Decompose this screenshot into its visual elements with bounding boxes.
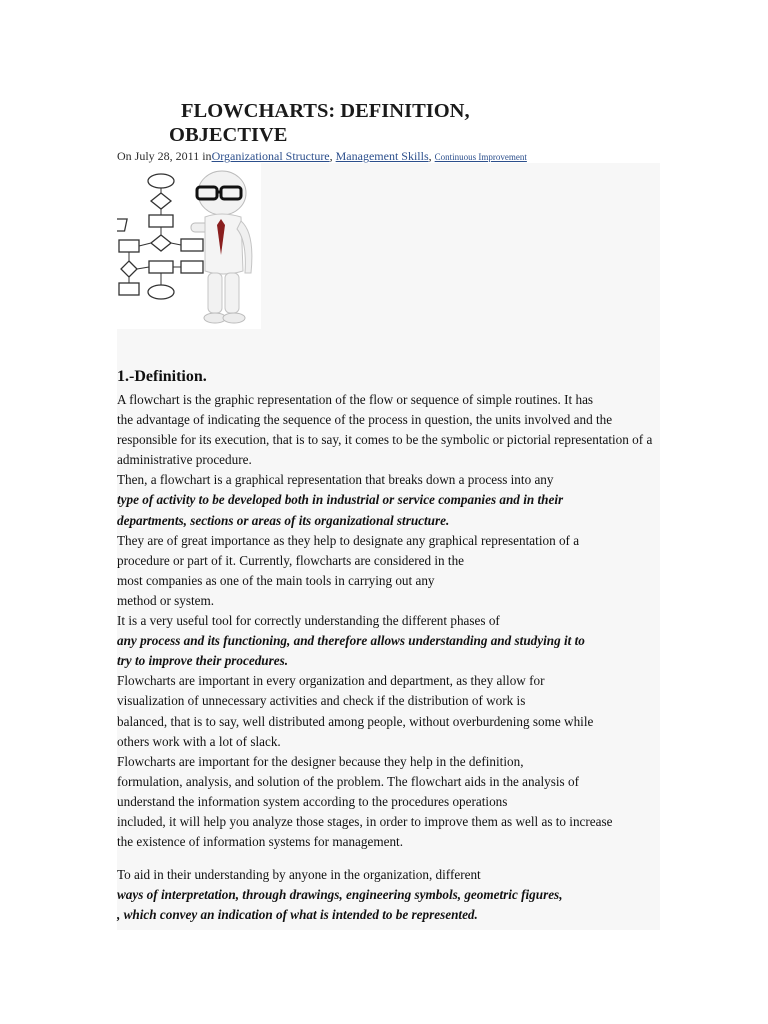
category-link-management-skills[interactable]: Management Skills (335, 149, 429, 163)
post-meta (117, 149, 527, 164)
category-link-organizational-structure[interactable]: Organizational Structure (211, 149, 330, 163)
text-line: Flowcharts are important in every organization and department, as they allow for (117, 673, 545, 689)
emphasized-text-line: ways of interpretation, through drawings, engineering symbols, geometric figures, (117, 887, 563, 903)
text-line: others work with a lot of slack. (117, 733, 281, 749)
paragraph-gap (117, 852, 697, 865)
text-line: To aid in their understanding by anyone in the organization, different (117, 867, 481, 883)
emphasized-text-line: try to improve their procedures. (117, 653, 289, 669)
text-line: procedure or part of it. Currently, flowcharts are considered in the (117, 552, 465, 568)
text-line: Then, a flowchart is a graphical representation that breaks down a process into any (117, 472, 554, 488)
text-line: the existence of information systems for management. (117, 834, 404, 850)
text-line: the advantage of indicating the sequence of the process in question, the units involved and the (117, 412, 613, 428)
emphasized-text-line: any process and its functioning, and therefore allows understanding and studying it to (117, 633, 585, 649)
text-line: administrative procedure. (117, 452, 252, 468)
emphasized-text-line: type of activity to be developed both in industrial or service companies and in their (117, 492, 564, 508)
section-heading-definition: 1.-Definition. (117, 368, 207, 385)
article-body (117, 390, 697, 925)
meta-separator: , (428, 149, 435, 163)
category-link-continuous-improvement[interactable]: Continuous Improvement (434, 152, 527, 162)
emphasized-text-line: departments, sections or areas of its organizational structure. (117, 512, 450, 528)
title-line-1: FLOWCHARTS: DEFINITION, (181, 100, 470, 122)
meta-separator: , (329, 149, 336, 163)
text-line: method or system. (117, 592, 215, 608)
text-line: included, it will help you analyze those stages, in order to improve them as well as to increase (117, 813, 613, 829)
text-line: responsible for its execution, that is to say, it comes to be the symbolic or pictorial representation of a (117, 432, 653, 448)
text-line: understand the information system according to the procedures operations (117, 793, 508, 809)
text-line: It is a very useful tool for correctly understanding the different phases of (117, 613, 500, 629)
post-date: On July 28, 2011 in (117, 149, 212, 163)
text-line: Flowcharts are important for the designer because they help in the definition, (117, 753, 524, 769)
title-line-2: OBJECTIVE (169, 124, 288, 146)
text-line: formulation, analysis, and solution of the problem. The flowchart aids in the analysis of (117, 773, 579, 789)
text-line: most companies as one of the main tools in carrying out any (117, 572, 435, 588)
emphasized-text-line: , which convey an indication of what is intended to be represented. (117, 907, 478, 923)
flowchart-illustration (117, 163, 261, 329)
text-line: They are of great importance as they help to designate any graphical representation of a (117, 532, 580, 548)
text-line: visualization of unnecessary activities and check if the distribution of work is (117, 693, 526, 709)
text-line: balanced, that is to say, well distributed among people, without overburdening some while (117, 713, 594, 729)
text-line: A flowchart is the graphic representation of the flow or sequence of simple routines. It has (117, 392, 594, 407)
